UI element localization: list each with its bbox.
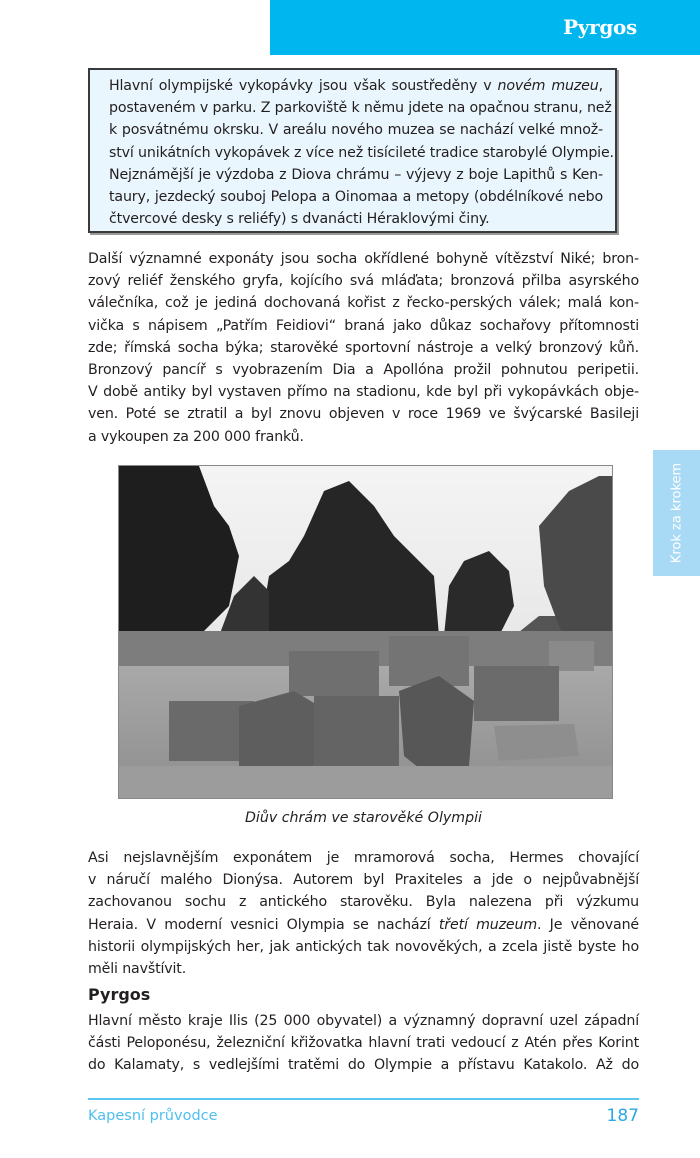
info-line: postaveném v parku. Z parkoviště k němu jdete na opačnou stranu, než — [109, 100, 612, 117]
section-heading-pyrgos: Pyrgos — [88, 985, 151, 1004]
text-line: zachovanou sochu z antického starověku. Byla nalezena při výzkumu — [88, 894, 639, 911]
text-line: do Kalamaty, s vedlejšími tratěmi do Olympie a přístavu Katakolo. Až do — [88, 1057, 639, 1074]
stone-block — [289, 651, 379, 696]
text-line: zový reliéf ženského gryfa, kojícího svá mláďata; bronzová přilba asyrského — [88, 273, 639, 290]
italic-term: třetí muzeum — [438, 916, 537, 933]
text-run: . Je věnované — [537, 916, 640, 933]
info-line: ství unikátních vykopávek z více než tisícileté tradice starobylé Olympie. — [109, 144, 614, 161]
column-drum — [474, 666, 559, 721]
text-line: Asi nejslavnějším exponátem je mramorová socha, Hermes chovající — [88, 850, 639, 866]
temple-photo — [118, 465, 613, 799]
info-line: k posvátnému okrsku. V areálu nového muzea se nachází velké množ- — [109, 122, 603, 139]
info-line — [109, 75, 603, 97]
text-run: Hlavní olympijské vykopávky jsou však soustředěny v — [109, 78, 498, 94]
info-line: čtvercové desky s reliéfy) s dvanácti Héraklovými činy. — [109, 211, 490, 228]
header-band — [270, 0, 700, 55]
text-line: části Peloponésu, železniční křižovatka hlavní trati vedoucí z Atén přes Korint — [88, 1035, 639, 1052]
stone-block — [389, 636, 469, 686]
photo-caption: Diův chrám ve starověké Olympii — [244, 810, 482, 826]
info-box-text — [109, 75, 614, 230]
text-line: měli navštívit. — [88, 961, 187, 978]
side-tab-step-by-step[interactable] — [653, 450, 700, 576]
running-header-title: Pyrgos — [563, 15, 637, 39]
side-tab-label: Krok za krokem — [669, 462, 684, 564]
text-line: vička s nápisem „Patřím Feidiovi“ braná jako důkaz sochařovy přítomnosti — [88, 317, 639, 334]
text-line: Další významné exponáty jsou socha okřídlené bohyně vítězství Niké; bron- — [88, 251, 639, 267]
flat-slab — [494, 724, 579, 761]
info-line: Nejznámější je výzdoba z Diova chrámu – výjevy z boje Lapithů s Ken- — [109, 166, 603, 183]
text-line: Hlavní město kraje Ilis (25 000 obyvatel) a významný dopravní uzel západní — [88, 1013, 639, 1029]
info-box — [88, 68, 617, 233]
text-line: v náručí malého Dionýsa. Autorem byl Praxiteles a jde o nejpůvabnější — [88, 872, 639, 889]
text-line: Bronzový pancíř s vyobrazením Dia a Apollóna prožil pohnutou peripetii. — [88, 362, 639, 379]
footer-divider — [88, 1098, 639, 1100]
text-line — [88, 914, 639, 936]
page-number: 187 — [606, 1106, 639, 1126]
text-line: historii olympijských her, jak antických tak novověkých, a zcela jistě byste ho — [88, 938, 639, 955]
paragraph-pyrgos — [88, 1010, 639, 1077]
footer-book-title: Kapesní průvodce — [88, 1108, 218, 1124]
text-line: a vykoupen za 200 000 franků. — [88, 428, 304, 445]
photo-illustration — [119, 466, 612, 798]
foreground-floor — [119, 766, 612, 798]
italic-term: novém muzeu — [497, 78, 599, 94]
text-line: ven. Poté se ztratil a byl znovu objeven v roce 1969 ve švýcarské Basileji — [88, 406, 639, 423]
text-line: zde; římská socha býka; starověké sportovní nástroje a velký bronzový kůň. — [88, 339, 639, 356]
info-line: taury, jezdecký souboj Pelopa a Oinomaa a metopy (obdélníkové nebo — [109, 189, 603, 206]
paragraph-hermes — [88, 847, 639, 980]
text-line: válečníka, což je jediná dochovaná kořist z řecko-perských válek; malá kon- — [88, 295, 639, 312]
text-run: Heraia. V moderní vesnici Olympia se nachází — [88, 916, 439, 933]
text-run: , — [598, 78, 603, 94]
text-line: V době antiky byl vystaven přímo na stadionu, kde byl při vykopávkách obje- — [88, 384, 639, 401]
paragraph-exhibits — [88, 248, 639, 448]
